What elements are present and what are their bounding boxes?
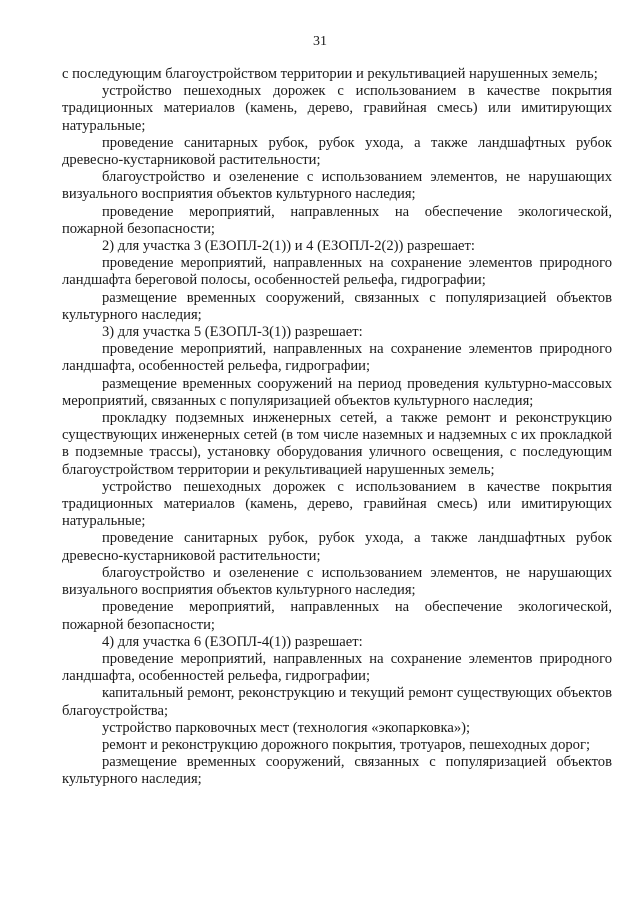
paragraph-7: проведение мероприятий, направленных на сохранение элементов природного ландшафта береговой полосы, особенностей рельефа, гидрографии; (62, 255, 612, 289)
paragraph-14: проведение санитарных рубок, рубок ухода, а также ландшафтных рубок древесно-кустарниковой растительности; (62, 530, 612, 564)
paragraph-15: благоустройство и озеленение с использованием элементов, не нарушающих визуального восприятия объектов культурного наследия; (62, 564, 612, 599)
section-heading-plot-5: 3) для участка 5 (ЕЗОПЛ-3(1)) разрешает: (102, 324, 363, 341)
page-number: 31 (313, 34, 327, 49)
paragraph-5: проведение мероприятий, направленных на обеспечение экологической, пожарной безопасности; (62, 203, 612, 237)
paragraph-3: проведение санитарных рубок, рубок ухода, а также ландшафтных рубок древесно-кустарниковой растительности; (62, 134, 612, 169)
section-heading-plot-6: 4) для участка 6 (ЕЗОПЛ-4(1)) разрешает: (102, 633, 363, 650)
document-body (62, 66, 612, 789)
paragraph-19: капитальный ремонт, реконструкцию и текущий ремонт существующих объектов благоустройства; (62, 685, 612, 719)
paragraph-1: с последующим благоустройством территории и рекультивацией нарушенных земель; (62, 66, 598, 82)
paragraph-18: проведение мероприятий, направленных на сохранение элементов природного ландшафта, особенностей рельефа, гидрографии; (62, 650, 612, 685)
section-heading-plot-3-4: 2) для участка 3 (ЕЗОПЛ-2(1)) и 4 (ЕЗОПЛ-2(2)) разрешает: (102, 238, 475, 255)
paragraph-22: размещение временных сооружений, связанных с популяризацией объектов культурного наследия; (62, 754, 612, 788)
paragraph-8: размещение временных сооружений, связанных с популяризацией объектов культурного наследия; (62, 289, 612, 323)
paragraph-16: проведение мероприятий, направленных на обеспечение экологической, пожарной безопасности; (62, 599, 612, 633)
paragraph-21: ремонт и реконструкцию дорожного покрытия, тротуаров, пешеходных дорог; (102, 736, 591, 753)
paragraph-13: устройство пешеходных дорожек с использованием в качестве покрытия традиционных материалов (камень, дерево, гравийная смесь) или имитирующих натуральные; (62, 478, 612, 530)
paragraph-20: устройство парковочных мест (технология «экопарковка»); (102, 719, 471, 736)
paragraph-10: проведение мероприятий, направленных на сохранение элементов природного ландшафта, особенностей рельефа, гидрографии; (62, 341, 612, 375)
paragraph-12: прокладку подземных инженерных сетей, а также ремонт и реконструкцию существующих инженерных сетей (в том числе наземных и надземных с их прокладкой в подземные трассы), установку оборудования уличного освещения, с последующим благоустройством территории и рекультивацией нарушенных земель; (62, 410, 612, 478)
paragraph-11: размещение временных сооружений на период проведения культурно-массовых мероприятий, связанных с популяризацией объектов культурного наследия; (62, 375, 612, 409)
paragraph-2: устройство пешеходных дорожек с использованием в качестве покрытия традиционных материалов (камень, дерево, гравийная смесь) или имитирующих натуральные; (62, 83, 612, 134)
paragraph-4: благоустройство и озеленение с использованием элементов, не нарушающих визуального восприятия объектов культурного наследия; (62, 169, 612, 203)
